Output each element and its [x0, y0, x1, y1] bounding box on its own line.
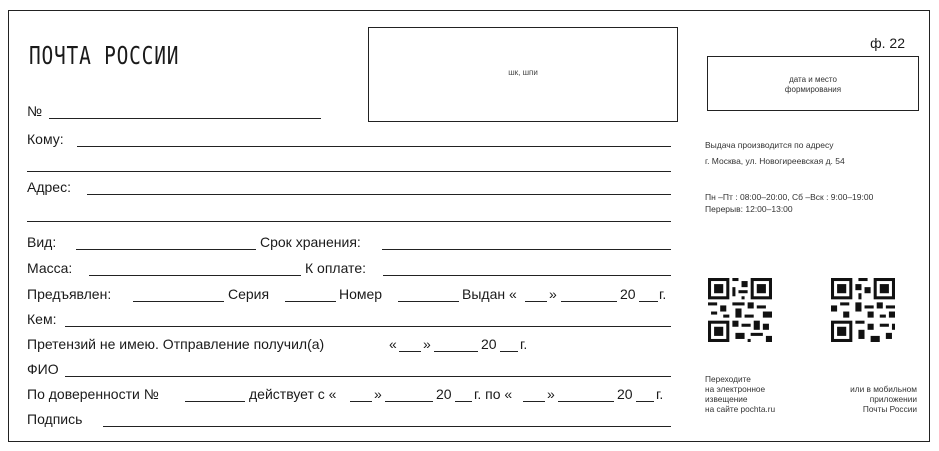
proxy-from-year-prefix: 20 — [436, 386, 452, 402]
issued-year-suffix: г. — [659, 286, 667, 302]
presented-field[interactable] — [133, 301, 224, 302]
received-year-prefix: 20 — [481, 336, 497, 352]
qr-app-caption — [850, 384, 917, 414]
issued-by-field[interactable] — [65, 326, 671, 327]
signature-label: Подпись — [27, 411, 83, 427]
issued-day-field[interactable] — [525, 301, 547, 302]
received-year-field[interactable] — [500, 351, 518, 352]
barcode-stamp-box — [368, 27, 678, 122]
issued-quote-close: » — [549, 286, 557, 302]
qr-code-app-icon[interactable] — [831, 278, 895, 342]
proxy-label: По доверенности № — [27, 386, 159, 402]
proxy-from-day-field[interactable] — [350, 401, 372, 402]
storage-period-field[interactable] — [382, 249, 671, 250]
barcode-stamp-label: шк, шпи — [508, 68, 538, 77]
qr-code-site-icon[interactable] — [708, 278, 772, 342]
issued-month-field[interactable] — [561, 301, 617, 302]
storage-period-label: Срок хранения: — [260, 234, 361, 250]
payment-label: К оплате: — [305, 260, 366, 276]
no-claims-text: Претензий не имею. Отправление получил(а) — [27, 336, 325, 352]
qr-site-caption-line: на сайте pochta.ru — [705, 404, 776, 414]
received-quote-open: « — [389, 336, 397, 352]
kind-field[interactable] — [76, 249, 256, 250]
qr-site-caption-line: извещение — [705, 394, 748, 404]
opening-hours — [705, 191, 873, 215]
qr-app-caption-line: Почты России — [862, 404, 917, 414]
recipient-field[interactable] — [77, 146, 671, 147]
proxy-from-quote-close: » — [374, 386, 382, 402]
recipient-field-continued[interactable] — [27, 171, 671, 172]
qr-app-caption-line: или в мобильном — [850, 384, 917, 394]
logo-text: ПОЧТА РОССИИ — [29, 41, 180, 70]
notice-form-card — [8, 10, 930, 442]
proxy-from-year-field[interactable] — [455, 401, 472, 402]
proxy-from-month-field[interactable] — [385, 401, 433, 402]
proxy-number-field[interactable] — [185, 401, 245, 402]
address-field[interactable] — [87, 194, 671, 195]
opening-hours-line1: Пн –Пт : 08:00–20:00, Сб –Вск : 9:00–19:00 — [705, 192, 874, 202]
address-label: Адрес: — [27, 179, 71, 195]
pickup-address-line1: Выдача производится по адресу — [705, 140, 834, 150]
received-year-suffix: г. — [520, 336, 528, 352]
address-field-continued[interactable] — [27, 221, 671, 222]
series-field[interactable] — [285, 301, 336, 302]
received-quote-close: » — [423, 336, 431, 352]
presented-label: Предъявлен: — [27, 286, 112, 302]
qr-site-caption — [705, 374, 775, 414]
proxy-to-year-suffix: г. — [656, 386, 664, 402]
date-place-box — [707, 56, 919, 111]
proxy-to-month-field[interactable] — [558, 401, 614, 402]
date-box-line1: дата и место — [789, 75, 837, 84]
proxy-to-quote-close: » — [547, 386, 555, 402]
mass-field[interactable] — [89, 275, 301, 276]
payment-field[interactable] — [383, 275, 671, 276]
pickup-address — [705, 139, 845, 167]
proxy-to-label: г. по « — [474, 386, 513, 402]
date-box-line2: формирования — [784, 85, 842, 94]
pickup-address-line2: г. Москва, ул. Новогиреевская д. 54 — [705, 156, 845, 166]
issued-year-prefix: 20 — [620, 286, 636, 302]
kind-label: Вид: — [27, 234, 57, 250]
proxy-to-day-field[interactable] — [523, 401, 545, 402]
issued-by-label: Кем: — [27, 311, 57, 327]
full-name-field[interactable] — [65, 376, 671, 377]
signature-field[interactable] — [103, 426, 671, 427]
opening-hours-line2: Перерыв: 12:00–13:00 — [705, 204, 793, 214]
proxy-valid-from-label: действует с « — [249, 386, 337, 402]
proxy-to-year-field[interactable] — [636, 401, 654, 402]
mass-label: Масса: — [27, 260, 73, 276]
number-label: № — [27, 103, 43, 119]
proxy-to-year-prefix: 20 — [617, 386, 633, 402]
issued-label: Выдан « — [462, 286, 517, 302]
qr-app-caption-line: приложении — [869, 394, 917, 404]
doc-number-field[interactable] — [398, 301, 459, 302]
series-label: Серия — [228, 286, 270, 302]
qr-site-caption-line: на электронное — [705, 384, 766, 394]
form-number: ф. 22 — [870, 35, 905, 51]
received-day-field[interactable] — [399, 351, 421, 352]
qr-site-caption-line: Переходите — [705, 374, 751, 384]
doc-number-label: Номер — [339, 286, 383, 302]
full-name-label: ФИО — [27, 361, 59, 377]
issued-year-field[interactable] — [639, 301, 658, 302]
recipient-label: Кому: — [27, 131, 64, 147]
received-month-field[interactable] — [434, 351, 478, 352]
number-field[interactable] — [49, 118, 321, 119]
